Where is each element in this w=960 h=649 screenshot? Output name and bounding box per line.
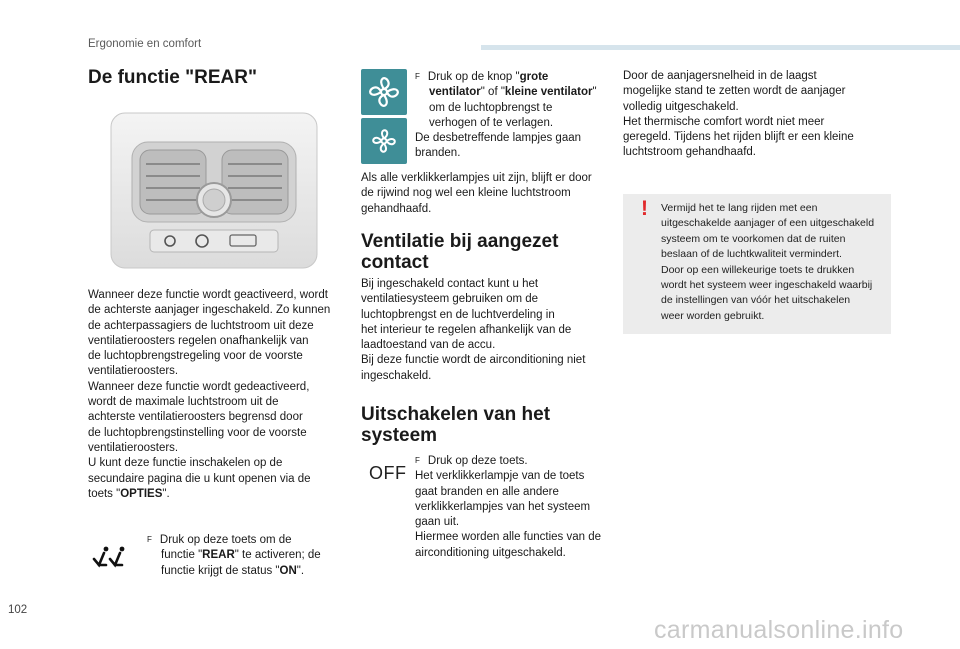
- text-line: ventilator" of "kleine ventilator": [429, 86, 597, 99]
- warning-text: [661, 201, 889, 324]
- text-line: Hiermee worden alle functies van de: [415, 531, 602, 544]
- text-line: achterste ventilatieroosters begrensd door: [88, 411, 303, 424]
- text-line: F Druk op de knop "grote: [415, 71, 549, 83]
- text-line: verklikkerlampjes van het systeem: [415, 500, 591, 513]
- text-line: ventilatieroosters regelen onafhankelijk van: [88, 334, 309, 347]
- bullet-marker: F: [415, 72, 420, 81]
- blower-off-paragraph: [623, 69, 893, 161]
- text-line: ventilatieroosters.: [88, 441, 179, 454]
- text-line: laadtoestand van de accu.: [361, 339, 496, 352]
- bullet-marker: F: [147, 535, 152, 544]
- fan-step: [415, 69, 615, 162]
- text-line: airconditioning uitgeschakeld.: [415, 546, 566, 559]
- text-line: ventilatiesysteem gebruiken om de: [361, 293, 539, 306]
- text-line: volledig uitgeschakeld.: [623, 100, 739, 113]
- heading-ventilation: Ventilatie bij aangezet contact: [361, 231, 559, 273]
- text-line: het interieur te regelen afhankelijk van de: [361, 323, 572, 336]
- text-line: weer worden gebruikt.: [661, 309, 765, 322]
- text-line: de achterste aanjager ingeschakeld. Zo kunnen: [88, 304, 331, 317]
- text-line: U kunt deze functie inschakelen op de: [88, 457, 283, 470]
- text-line: toets "OPTIES".: [88, 487, 170, 500]
- rear-step: [147, 532, 347, 579]
- rear-function-description: [88, 288, 338, 502]
- text-line: functie "REAR" te activeren; de: [161, 549, 321, 562]
- text-line: gaan uit.: [415, 516, 460, 529]
- text-line: Door de aanjagersnelheid in de laagst: [623, 70, 817, 82]
- text-line: uitgeschakelde aanjager of een uitgeschakeld: [661, 217, 875, 230]
- rear-vent-panel-illustration: [110, 112, 318, 269]
- text-line: branden.: [415, 147, 461, 160]
- text-line: de rijwind nog wel een kleine luchtstroom: [361, 187, 571, 200]
- rear-label: REAR: [202, 549, 235, 562]
- text-line: gehandhaafd.: [361, 202, 432, 215]
- text-line: luchtopbrengst en de luchtverdeling in: [361, 308, 555, 321]
- text-line: om de luchtopbrengst te: [429, 101, 553, 114]
- text-line: Door op een willekeurige toets te drukken: [661, 263, 855, 276]
- text-line: gaat branden en alle andere: [415, 485, 559, 498]
- text-line: Bij ingeschakeld contact kunt u het: [361, 278, 539, 290]
- off-step: [415, 453, 620, 561]
- text-line: Bij deze functie wordt de airconditioning niet: [361, 354, 586, 367]
- fan-small-icon: [361, 118, 407, 164]
- bullet-marker: F: [415, 456, 420, 465]
- fan-large-icon: [361, 69, 407, 115]
- text-line: F Druk op deze toets om de: [147, 534, 292, 546]
- header-bar: [481, 45, 960, 50]
- text-line: Het verklikkerlampje van de toets: [415, 470, 585, 483]
- options-key: OPTIES: [120, 487, 163, 500]
- text-line: mogelijke stand te zetten wordt de aanjager: [623, 85, 846, 98]
- text-line: beslaan of de luchtkwaliteit vermindert.: [661, 248, 842, 261]
- page-number: 102: [8, 604, 28, 616]
- text-line: F Druk op deze toets.: [415, 455, 528, 467]
- text-line: wordt het systeem weer ingeschakeld waarbij: [661, 279, 873, 292]
- text-line: geregeld. Tijdens het rijden blijft er een kleine: [623, 131, 854, 144]
- page-title: De functie "REAR": [88, 67, 257, 88]
- text-line: functie krijgt de status "ON".: [161, 564, 305, 577]
- text-line: Als alle verklikkerlampjes uit zijn, blijft er door: [361, 172, 592, 184]
- watermark: carmanualsonline.info: [654, 616, 904, 644]
- text-line: De desbetreffende lampjes gaan: [415, 132, 582, 145]
- text-line: wordt de maximale luchtstroom uit de: [88, 396, 279, 409]
- heading-switch-off: Uitschakelen van het systeem: [361, 404, 551, 446]
- on-label: ON: [279, 564, 297, 577]
- text-line: Het thermische comfort wordt niet meer: [623, 115, 825, 128]
- text-line: de luchtopbrengstregeling voor de voorste: [88, 350, 303, 363]
- text-line: ventilatieroosters.: [88, 365, 179, 378]
- lamps-off-paragraph: [361, 171, 621, 217]
- section-label: Ergonomie en comfort: [88, 38, 202, 50]
- text-line: Wanneer deze functie wordt gedeactiveerd,: [88, 380, 310, 393]
- ventilation-paragraph: [361, 277, 621, 384]
- text-line: de luchtopbrengstinstelling voor de voorste: [88, 426, 307, 439]
- text-line: secundaire pagina die u kunt openen via de: [88, 472, 311, 485]
- text-line: Vermijd het te lang rijden met een: [661, 202, 818, 214]
- text-line: de instellingen van vóór het uitschakelen: [661, 294, 851, 307]
- rear-seat-passengers-icon: [90, 545, 130, 569]
- warning-icon: !: [641, 197, 648, 220]
- text-line: luchtstroom gehandhaafd.: [623, 146, 756, 159]
- text-line: ingeschakeld.: [361, 369, 432, 382]
- text-line: de achterpassagiers de luchtstroom uit deze: [88, 319, 314, 332]
- off-button-label: OFF: [369, 463, 407, 483]
- text-line: Wanneer deze functie wordt geactiveerd, wordt: [88, 289, 328, 301]
- text-line: systeem om te voorkomen dat de ruiten: [661, 232, 846, 245]
- text-line: verhogen of te verlagen.: [429, 116, 554, 129]
